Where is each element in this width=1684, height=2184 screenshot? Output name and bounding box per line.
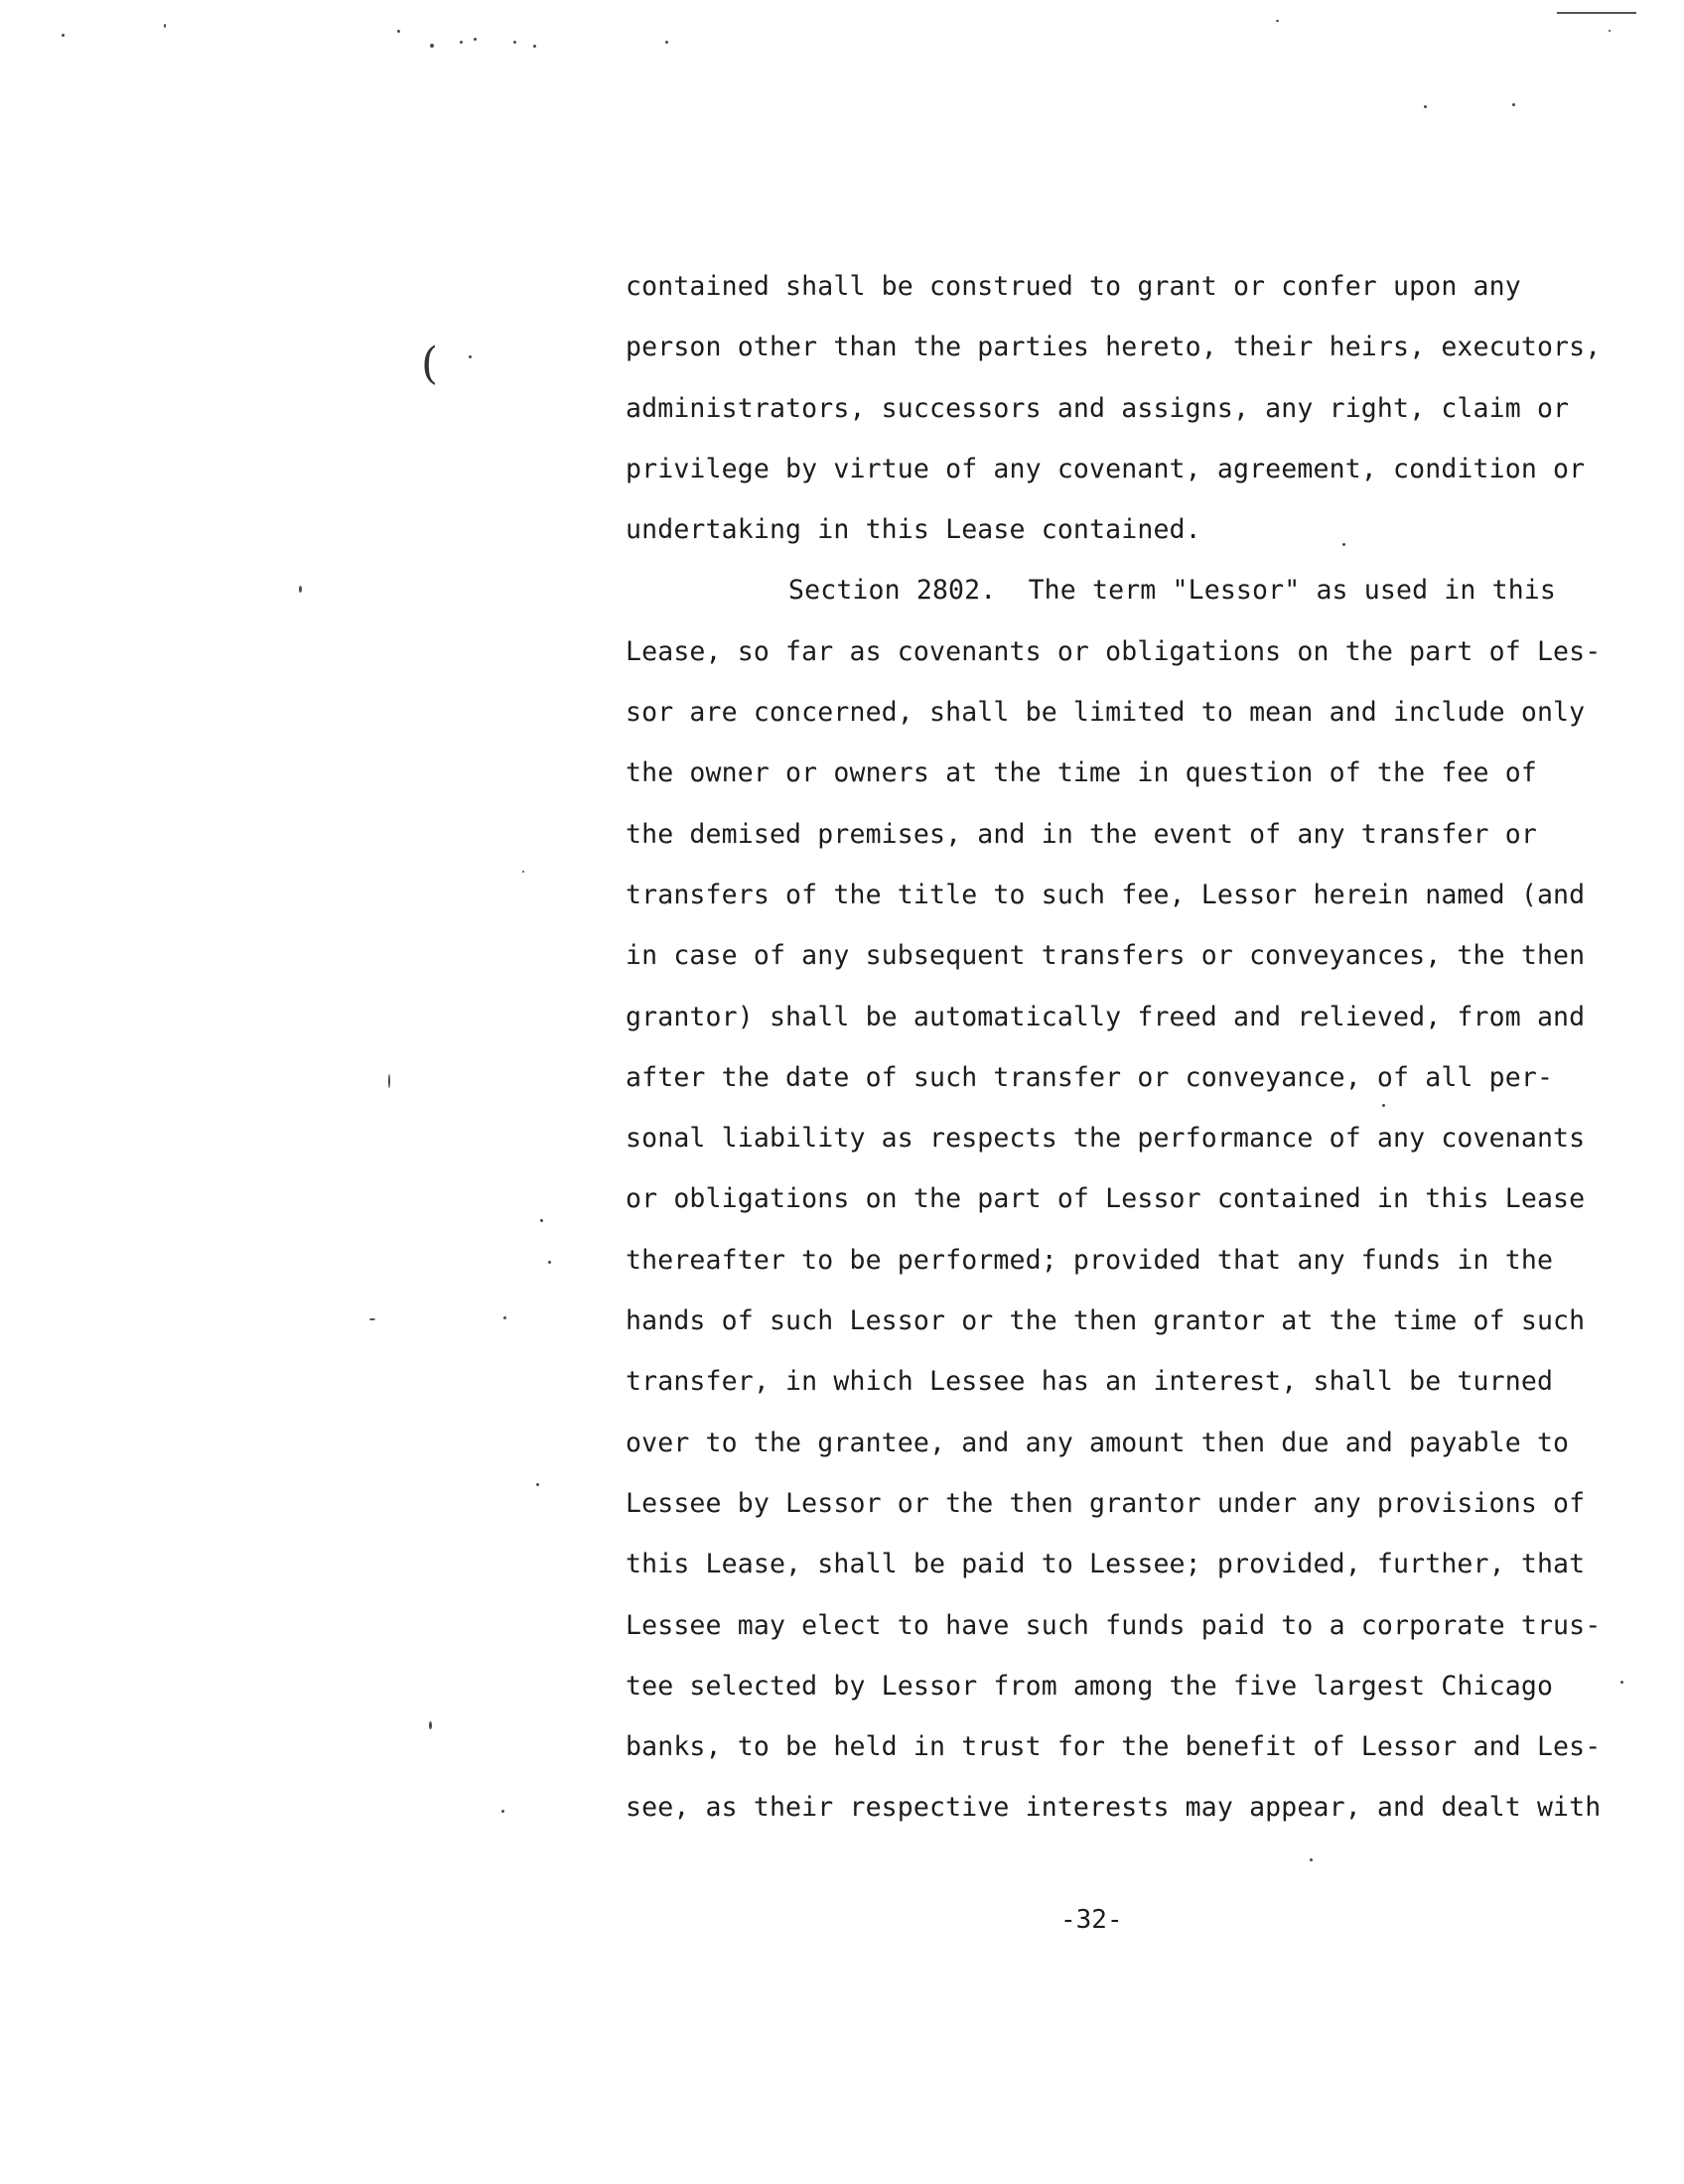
text-line: thereafter to be performed; provided that any funds in the: [626, 1244, 1554, 1276]
text-line: transfers of the title to such fee, Lessor herein named (and: [626, 879, 1586, 910]
text-line: the owner or owners at the time in question of the fee of: [626, 757, 1537, 789]
scan-speck: [533, 45, 536, 48]
scan-speck: [299, 586, 302, 593]
scan-speck: [430, 44, 434, 48]
scan-speck: [469, 355, 472, 358]
text-line: sonal liability as respects the performance of any covenants: [626, 1123, 1586, 1155]
text-line: the demised premises, and in the event of any transfer or: [626, 818, 1537, 850]
text-line: contained shall be construed to grant or confer upon any: [626, 271, 1521, 302]
text-line: person other than the parties hereto, their heirs, executors,: [626, 332, 1602, 363]
text-line: sor are concerned, shall be limited to mean and include only: [626, 697, 1586, 729]
scan-speck: [1424, 105, 1427, 108]
text-line: over to the grantee, and any amount then due and payable to: [626, 1427, 1570, 1458]
margin-mark: (: [421, 339, 439, 389]
text-line: Lessee may elect to have such funds paid to a corporate trus-: [626, 1609, 1602, 1641]
page-number: -32-: [1060, 1905, 1123, 1935]
scan-speck: [1609, 30, 1611, 32]
scan-speck: [369, 1318, 375, 1320]
text-line: transfer, in which Lessee has an interest, shall be turned: [626, 1366, 1554, 1398]
text-line: see, as their respective interests may appear, and dealt with: [626, 1792, 1602, 1824]
text-line: or obligations on the part of Lessor contained in this Lease: [626, 1183, 1586, 1215]
scan-speck: [501, 1810, 504, 1813]
scan-speck: [460, 41, 463, 44]
scan-speck: [513, 41, 516, 44]
section-heading-line: Section 2802. The term "Lessor" as used in this: [788, 575, 1557, 607]
text-line: Lessee by Lessor or the then grantor under any provisions of: [626, 1487, 1586, 1519]
text-line: after the date of such transfer or conveyance, of all per-: [626, 1061, 1554, 1093]
scan-rule: [1557, 12, 1636, 14]
body-text: [626, 256, 1628, 1839]
scan-speck: [1512, 103, 1515, 106]
text-line: tee selected by Lessor from among the five largest Chicago: [626, 1670, 1554, 1702]
scan-speck: [503, 1316, 506, 1319]
text-line: grantor) shall be automatically freed and relieved, from and: [626, 1001, 1586, 1032]
scan-speck: [536, 1483, 539, 1486]
scan-speck: [474, 38, 477, 41]
text-line: administrators, successors and assigns, any right, claim or: [626, 392, 1570, 424]
text-line: banks, to be held in trust for the benefit of Lessor and Les-: [626, 1731, 1602, 1763]
text-line: this Lease, shall be paid to Lessee; provided, further, that: [626, 1549, 1586, 1580]
scan-speck: [429, 1721, 432, 1729]
text-line: undertaking in this Lease contained.: [626, 514, 1201, 546]
text-line: in case of any subsequent transfers or conveyances, the then: [626, 940, 1586, 972]
scan-speck: [397, 30, 400, 33]
scan-speck: [548, 1261, 551, 1264]
scan-speck: [62, 34, 65, 37]
scan-speck: [665, 41, 668, 44]
text-line: Lease, so far as covenants or obligations on the part of Les-: [626, 635, 1602, 667]
scan-speck: [522, 871, 524, 873]
scan-speck: [164, 24, 166, 28]
scan-speck: [388, 1074, 390, 1088]
text-line: privilege by virtue of any covenant, agreement, condition or: [626, 453, 1586, 484]
scan-speck: [540, 1219, 543, 1222]
scan-speck: [1310, 1858, 1313, 1861]
text-line: hands of such Lessor or the then grantor at the time of such: [626, 1305, 1586, 1337]
scan-speck: [1276, 20, 1279, 22]
